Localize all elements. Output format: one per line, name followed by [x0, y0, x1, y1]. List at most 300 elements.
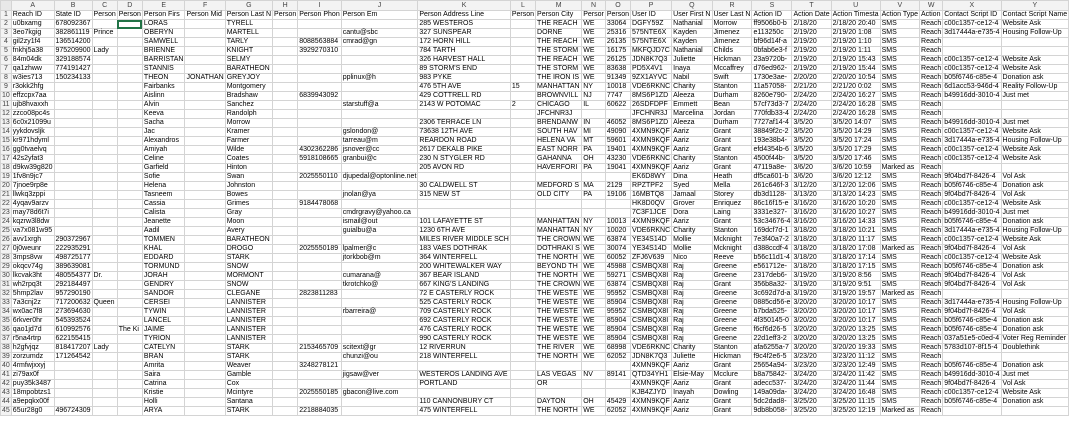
cell[interactable]: Nathanial — [672, 47, 712, 56]
cell[interactable]: LORAS — [142, 20, 185, 29]
cell[interactable]: ZFJ6V639 — [631, 254, 672, 263]
cell[interactable]: Mcknight — [712, 245, 752, 254]
cell[interactable]: TYRION — [142, 335, 185, 344]
cell[interactable]: Grover — [672, 200, 712, 209]
cell[interactable] — [418, 173, 510, 182]
cell[interactable] — [117, 155, 142, 164]
cell[interactable]: 1230 6TH AVE — [418, 227, 510, 236]
cell[interactable]: 3/19/20 19:57 — [831, 290, 880, 299]
cell[interactable]: Amrita — [142, 362, 185, 371]
cell[interactable]: GREYJOY — [225, 74, 272, 83]
cell[interactable] — [510, 236, 535, 245]
cell[interactable]: 3d17444a-e735-4 — [944, 227, 1000, 234]
cell[interactable]: Voter Reg Reminder — [1001, 335, 1069, 344]
column-header-c[interactable]: C — [92, 1, 117, 11]
cell[interactable] — [185, 56, 225, 65]
cell[interactable]: 9f04bd7f-8426-4 — [943, 308, 1001, 317]
column-header-r[interactable]: R — [712, 1, 752, 11]
cell[interactable] — [54, 227, 92, 236]
cell[interactable] — [1001, 38, 1069, 47]
cell[interactable] — [1001, 353, 1069, 362]
cell[interactable]: STARK — [225, 353, 272, 362]
cell[interactable] — [273, 362, 298, 371]
cell[interactable] — [298, 137, 341, 146]
cell[interactable]: Mcclure — [712, 371, 752, 380]
cell[interactable]: 3/18/20 11:17 — [831, 236, 880, 245]
cell[interactable] — [185, 155, 225, 164]
cell[interactable]: EK6D8WY — [631, 173, 672, 182]
cell[interactable]: 30 CALDWELL ST — [418, 182, 510, 191]
cell[interactable]: CSMBQX8I — [631, 335, 672, 344]
row-header[interactable]: 1 — [1, 11, 12, 20]
cell[interactable]: Saira — [142, 371, 185, 380]
row-header[interactable]: 22 — [2, 200, 10, 207]
cell[interactable]: Reach — [921, 335, 942, 342]
cell[interactable]: 327 SUNSPEAR — [418, 29, 510, 38]
cell[interactable]: NY — [582, 227, 606, 236]
cell[interactable]: 3/20/20 13:25 — [831, 326, 880, 335]
cell[interactable]: 2/24/20 16:28 — [831, 101, 880, 110]
cell[interactable]: 2143 W POTOMAC — [418, 101, 510, 110]
cell[interactable]: TORMUND — [142, 263, 185, 272]
cell[interactable] — [92, 290, 117, 299]
cell[interactable]: Reach — [921, 353, 942, 360]
cell[interactable]: SMS — [880, 326, 919, 335]
cell[interactable]: 3/6/20 12:12 — [831, 173, 880, 182]
cell[interactable]: f6cf6d26-5 — [752, 326, 792, 335]
cell[interactable]: SMS — [880, 200, 919, 209]
cell[interactable]: 3/19/20 — [792, 290, 831, 299]
cell[interactable] — [273, 281, 298, 290]
cell[interactable]: CATELYN — [142, 344, 185, 353]
cell[interactable] — [582, 173, 606, 182]
cell[interactable]: Inaya — [672, 65, 712, 74]
cell[interactable]: Contact Script ID — [943, 11, 1001, 20]
cell[interactable]: SMS — [880, 335, 919, 344]
cell[interactable]: 5hmp2lav — [11, 290, 54, 299]
cell[interactable] — [54, 101, 92, 110]
cell[interactable]: Reach — [921, 326, 942, 333]
cell[interactable]: 85904 — [605, 299, 630, 308]
cell[interactable]: 43230 — [605, 155, 630, 164]
cell[interactable]: va7x081w95 — [12, 227, 53, 234]
cell[interactable]: 230 N STYGLER RD — [418, 155, 510, 164]
cell[interactable] — [185, 317, 225, 326]
cell[interactable]: Grant — [712, 137, 752, 146]
cell[interactable]: Reach — [921, 263, 942, 270]
row-header[interactable]: 38 — [2, 344, 10, 351]
cell[interactable]: Reach — [921, 38, 942, 45]
cell[interactable]: Reach — [921, 299, 942, 306]
cell[interactable]: 3/5/20 14:07 — [831, 119, 880, 128]
cell[interactable]: Montgomery — [225, 83, 272, 92]
cell[interactable] — [536, 362, 582, 371]
cell[interactable]: Raj — [672, 326, 712, 335]
cell[interactable] — [510, 335, 535, 344]
cell[interactable]: b49916dd-3010-4 — [944, 371, 1000, 378]
cell[interactable]: Reach — [921, 92, 942, 99]
cell[interactable]: THE NORTH — [536, 407, 582, 416]
cell[interactable]: OBERYN — [142, 29, 185, 38]
cell[interactable]: 3/18/20 17:08 — [831, 245, 880, 254]
cell[interactable]: WE — [582, 263, 606, 272]
cell[interactable] — [341, 110, 418, 119]
cell[interactable]: b05f6746-c85e-4 — [943, 74, 1001, 83]
cell[interactable]: PA — [582, 191, 606, 200]
cell[interactable]: 2/19/20 — [792, 29, 831, 38]
cell[interactable]: 72 E CASTERLY ROCK — [418, 290, 510, 299]
cell[interactable]: Hickman — [712, 56, 752, 65]
cell[interactable] — [605, 200, 630, 209]
cell[interactable] — [341, 164, 418, 173]
cell[interactable] — [510, 272, 535, 281]
cell[interactable] — [92, 20, 117, 29]
cell[interactable]: PD5X4V1 — [631, 65, 672, 74]
column-header-o[interactable]: O — [605, 1, 630, 11]
cell[interactable]: Dr. — [92, 272, 117, 281]
row-header[interactable]: 5 — [1, 47, 12, 56]
cell[interactable]: 172 HORN HILL — [418, 38, 510, 47]
cell[interactable]: Website Ask — [1001, 146, 1069, 155]
cell[interactable]: gil2zy1f4 — [11, 38, 54, 47]
row-header[interactable]: 7 — [1, 65, 12, 74]
cell[interactable]: LANNISTER — [225, 308, 272, 317]
cell[interactable]: 3/5/20 17:24 — [831, 137, 880, 146]
cell[interactable]: THE WESTE — [536, 317, 582, 326]
cell[interactable] — [298, 209, 341, 218]
cell[interactable]: b05f6746-c85e-4 — [943, 326, 1001, 335]
cell[interactable]: Reach — [921, 308, 942, 315]
cell[interactable] — [185, 182, 225, 191]
cell[interactable]: djupedal@optonline.net — [342, 173, 417, 180]
cell[interactable]: JFCHNR3J — [536, 110, 582, 119]
cell[interactable]: CSMBQX8I — [631, 272, 672, 281]
cell[interactable]: Marked as — [880, 407, 919, 416]
cell[interactable]: 2 — [510, 101, 535, 110]
cell[interactable]: c00c1357-ce12-4 — [943, 155, 1001, 164]
cell[interactable]: Person Mid — [185, 11, 225, 20]
cell[interactable]: rbarreira@ — [341, 308, 418, 317]
cell[interactable] — [185, 191, 225, 200]
cell[interactable]: Donation ask — [1001, 263, 1069, 272]
cell[interactable]: Reach — [921, 317, 942, 324]
cell[interactable]: Grimes — [225, 200, 272, 209]
cell[interactable] — [185, 407, 225, 416]
cell[interactable] — [185, 101, 225, 110]
cell[interactable]: WE — [582, 38, 606, 47]
cell[interactable]: MORMONT — [225, 272, 272, 281]
cell[interactable]: 45988 — [605, 263, 630, 272]
cell[interactable]: Jimenez — [712, 38, 752, 47]
cell[interactable]: 3/18/20 — [792, 263, 831, 272]
cell[interactable] — [185, 209, 225, 218]
cell[interactable]: 62052 — [605, 407, 630, 416]
cell[interactable]: STARK — [225, 407, 272, 416]
cell[interactable]: Marked as — [880, 245, 919, 254]
cell[interactable]: Moon — [225, 218, 272, 227]
cell[interactable] — [117, 317, 142, 326]
cell[interactable]: 200 WHITEWALKER WAY — [418, 263, 510, 272]
cell[interactable]: EAST NORR — [536, 146, 582, 155]
cell[interactable] — [117, 47, 142, 56]
row-header[interactable]: 45 — [2, 407, 10, 414]
cell[interactable]: STANNIS — [142, 65, 185, 74]
cell[interactable] — [341, 47, 418, 56]
cell[interactable] — [298, 335, 341, 344]
cell[interactable]: c00c1357-ce12-4 — [943, 20, 1001, 29]
cell[interactable] — [1001, 164, 1069, 173]
cell[interactable] — [273, 47, 298, 56]
cell[interactable]: Reach — [921, 182, 942, 189]
cell[interactable]: b05f6746-c85e-4 — [943, 362, 1001, 371]
cell[interactable]: VDE6RKNC — [632, 155, 671, 162]
cell[interactable]: Emmett — [672, 101, 712, 110]
cell[interactable]: JDN8K7Q3 — [631, 353, 672, 362]
cell[interactable]: 3/18/20 — [792, 236, 831, 245]
cell[interactable]: Grant — [712, 218, 752, 227]
cell[interactable]: 261c646f-3 — [752, 182, 792, 191]
cell[interactable]: THE NORTH — [536, 254, 582, 263]
cell[interactable] — [298, 326, 341, 335]
cell[interactable]: 983 PYKE — [418, 74, 510, 83]
cell[interactable]: db3d1128- — [752, 191, 792, 200]
cell[interactable]: 59601 — [605, 137, 630, 146]
cell[interactable]: JDN8K7Q3 — [631, 56, 672, 65]
cell[interactable] — [117, 29, 142, 38]
cell[interactable] — [54, 119, 92, 128]
cell[interactable]: DGFY59Z — [631, 20, 672, 29]
cell[interactable]: 84m04dk — [11, 56, 54, 65]
cell[interactable]: Persor — [583, 11, 604, 18]
cell[interactable]: cmdrgravy@yahoo.ca — [341, 209, 418, 218]
cell[interactable] — [582, 110, 606, 119]
cell[interactable]: SMS — [880, 119, 919, 128]
cell[interactable]: Aariz — [672, 407, 712, 416]
cell[interactable]: WE — [582, 56, 606, 65]
cell[interactable]: SMS — [880, 344, 919, 353]
cell[interactable]: 3/25/20 — [792, 407, 831, 416]
column-header-p[interactable]: P — [631, 1, 672, 11]
cell[interactable]: STARK — [225, 254, 272, 263]
cell[interactable]: 3/6/20 — [792, 164, 831, 173]
cell[interactable] — [117, 227, 142, 236]
cell[interactable]: CSMBQX8I — [631, 299, 672, 308]
cell[interactable]: 3/25/20 11:15 — [831, 398, 880, 407]
row-header[interactable]: 33 — [2, 299, 10, 306]
cell[interactable] — [185, 290, 225, 299]
cell[interactable]: LANNISTER — [225, 326, 272, 335]
cell[interactable] — [1001, 110, 1069, 119]
cell[interactable]: 10013 — [605, 218, 630, 227]
cell[interactable]: Cassia — [142, 200, 185, 209]
cell[interactable]: c00c1357-ce12-4 — [943, 146, 1001, 155]
cell[interactable]: Aariz — [672, 146, 712, 155]
cell[interactable]: 15 — [510, 83, 535, 92]
cell[interactable]: 3/23/20 12:49 — [831, 362, 880, 371]
cell[interactable]: CSMBQX8I — [631, 263, 672, 272]
cell[interactable]: SMS — [880, 362, 919, 371]
select-all-corner[interactable] — [1, 1, 12, 11]
cell[interactable]: b7bda525- — [752, 308, 792, 317]
cell[interactable]: 957290190 — [55, 290, 91, 297]
cell[interactable] — [510, 173, 535, 182]
cell[interactable]: 16MBTQ8 — [631, 191, 672, 200]
cell[interactable]: 3/12/20 — [792, 182, 831, 191]
cell[interactable]: 622155415 — [55, 335, 91, 342]
cell[interactable]: SMS — [880, 38, 919, 47]
cell[interactable] — [418, 209, 510, 218]
cell[interactable]: Dora — [672, 209, 712, 218]
cell[interactable]: Donation ask — [1001, 398, 1069, 407]
cell[interactable]: b49916dd-3010-4 — [944, 92, 1000, 99]
cell[interactable] — [185, 371, 225, 380]
cell[interactable]: NV — [582, 371, 606, 380]
cell[interactable]: 610992576 — [55, 326, 91, 333]
cell[interactable] — [185, 200, 225, 209]
cell[interactable]: 9f04bd7f-8426-4 — [943, 272, 1001, 281]
cell[interactable]: 4XMN9KQF — [632, 398, 670, 405]
cell[interactable]: 3/20/20 — [792, 344, 831, 353]
cell[interactable]: Charity — [672, 344, 712, 353]
cell[interactable]: Reach — [921, 380, 942, 387]
cell[interactable] — [185, 173, 225, 182]
cell[interactable]: SMS — [880, 182, 919, 191]
row-header[interactable]: 14 — [2, 128, 10, 135]
cell[interactable] — [298, 353, 341, 362]
cell[interactable] — [273, 317, 298, 326]
cell[interactable]: Stanton — [712, 344, 752, 353]
cell[interactable]: Person — [511, 11, 535, 18]
cell[interactable]: Vol Ask — [1001, 308, 1069, 317]
cell[interactable]: jsnover@cc — [341, 146, 418, 155]
cell[interactable] — [605, 110, 630, 119]
cell[interactable]: THE WESTE — [536, 326, 582, 335]
cell[interactable]: CSMBQX8I — [631, 326, 672, 335]
cell[interactable] — [185, 272, 225, 281]
cell[interactable]: OLD CITY — [536, 191, 582, 200]
column-header-w[interactable]: W — [920, 1, 943, 11]
row-header[interactable]: 17 — [2, 155, 10, 162]
cell[interactable] — [92, 254, 117, 263]
cell[interactable]: THE REACH — [536, 20, 582, 29]
cell[interactable]: SMS — [880, 380, 919, 389]
cell[interactable]: Aariz — [672, 398, 712, 407]
cell[interactable]: 3/16/20 — [792, 218, 831, 227]
cell[interactable]: Reach — [921, 371, 942, 378]
cell[interactable]: 3/24/20 11:44 — [831, 380, 880, 389]
cell[interactable]: Gray — [225, 209, 272, 218]
cell[interactable]: 3/19/20 — [792, 272, 831, 281]
cell[interactable]: 25316 — [605, 29, 630, 38]
cell[interactable] — [185, 110, 225, 119]
cell[interactable] — [341, 299, 418, 308]
cell[interactable]: 3/24/20 — [792, 380, 831, 389]
cell[interactable]: Durham — [712, 92, 752, 101]
cell[interactable]: w3ies713 — [11, 74, 54, 83]
cell[interactable]: SMS — [880, 218, 919, 227]
cell[interactable]: 9ZX1AYVC — [631, 74, 672, 83]
cell[interactable]: Grant — [712, 164, 752, 173]
cell[interactable] — [605, 389, 630, 398]
cell[interactable]: PA — [582, 164, 606, 173]
cell[interactable]: 292184497 — [55, 281, 91, 288]
cell[interactable]: 2306 TERRACE LN — [418, 119, 510, 128]
cell[interactable]: Swift — [712, 74, 752, 83]
cell[interactable]: SMS — [880, 101, 919, 110]
cell[interactable]: zzco08pc4s — [11, 110, 54, 119]
column-header-f[interactable]: F — [185, 1, 225, 11]
cell[interactable]: cmrad@gn — [341, 38, 418, 47]
cell[interactable] — [510, 164, 535, 173]
cell[interactable]: 26125 — [605, 56, 630, 65]
cell[interactable]: ujb8hvaxxh — [11, 101, 54, 110]
cell[interactable]: gslondon@ — [341, 128, 418, 137]
cell[interactable] — [117, 101, 142, 110]
cell[interactable] — [298, 272, 341, 281]
cell[interactable]: 2/21/20 0:02 — [831, 83, 880, 92]
cell[interactable]: b05f6746-c85e-4 — [943, 317, 1001, 326]
cell[interactable]: efd4354b-6 — [752, 146, 792, 155]
cell[interactable]: Kayden — [672, 29, 712, 38]
cell[interactable]: Reach — [921, 209, 942, 216]
cell[interactable]: Reach — [921, 218, 942, 225]
cell[interactable] — [510, 47, 535, 56]
column-header-k[interactable]: K — [418, 1, 510, 11]
cell[interactable] — [273, 227, 298, 236]
cell[interactable]: KNIGHT — [225, 47, 272, 56]
cell[interactable]: Vol Ask — [1001, 380, 1069, 389]
cell[interactable]: DORNE — [536, 29, 582, 38]
column-header-u[interactable]: U — [831, 1, 880, 11]
cell[interactable]: 3/20/20 — [792, 299, 831, 308]
cell[interactable]: 3/18/20 17:15 — [831, 263, 880, 272]
cell[interactable]: 3/16/20 14:33 — [831, 218, 880, 227]
cell[interactable]: HAVERFORI — [536, 164, 582, 173]
cell[interactable]: Greene — [712, 326, 752, 335]
cell[interactable] — [298, 20, 341, 29]
cell[interactable] — [185, 353, 225, 362]
selected-cell[interactable] — [117, 20, 142, 29]
cell[interactable]: MI — [582, 128, 606, 137]
cell[interactable]: 3/20/20 — [792, 335, 831, 344]
cell[interactable] — [341, 200, 418, 209]
cell[interactable]: 33064 — [605, 20, 630, 29]
cell[interactable]: 57cf73d3-7 — [752, 101, 792, 110]
cell[interactable]: 3/5/20 — [792, 128, 831, 137]
cell[interactable]: Reach — [921, 398, 942, 405]
row-header[interactable]: 3 — [1, 29, 12, 38]
cell[interactable] — [54, 371, 92, 380]
cell[interactable] — [298, 182, 341, 191]
cell[interactable] — [117, 119, 142, 128]
cell[interactable] — [510, 29, 535, 38]
cell[interactable] — [185, 326, 225, 335]
cell[interactable]: 42s2yfat3 — [11, 155, 54, 164]
cell[interactable]: 367 BEAR ISLAND — [418, 272, 510, 281]
cell[interactable]: State ID — [54, 11, 92, 20]
cell[interactable]: Reach ID — [11, 11, 54, 20]
cell[interactable]: 545393524 — [55, 317, 91, 324]
cell[interactable]: Just met — [1001, 119, 1069, 128]
row-header[interactable]: 37 — [2, 335, 10, 342]
cell[interactable]: 2/20/20 10:54 — [831, 74, 880, 83]
cell[interactable]: SMS — [880, 281, 919, 290]
cell[interactable]: 6c0x21099u — [11, 119, 54, 128]
cell[interactable]: Aleeza — [672, 92, 712, 101]
cell[interactable]: 273694630 — [55, 308, 91, 315]
cell[interactable]: b05f6746-c85e-4 — [943, 218, 1001, 227]
cell[interactable] — [92, 335, 117, 344]
